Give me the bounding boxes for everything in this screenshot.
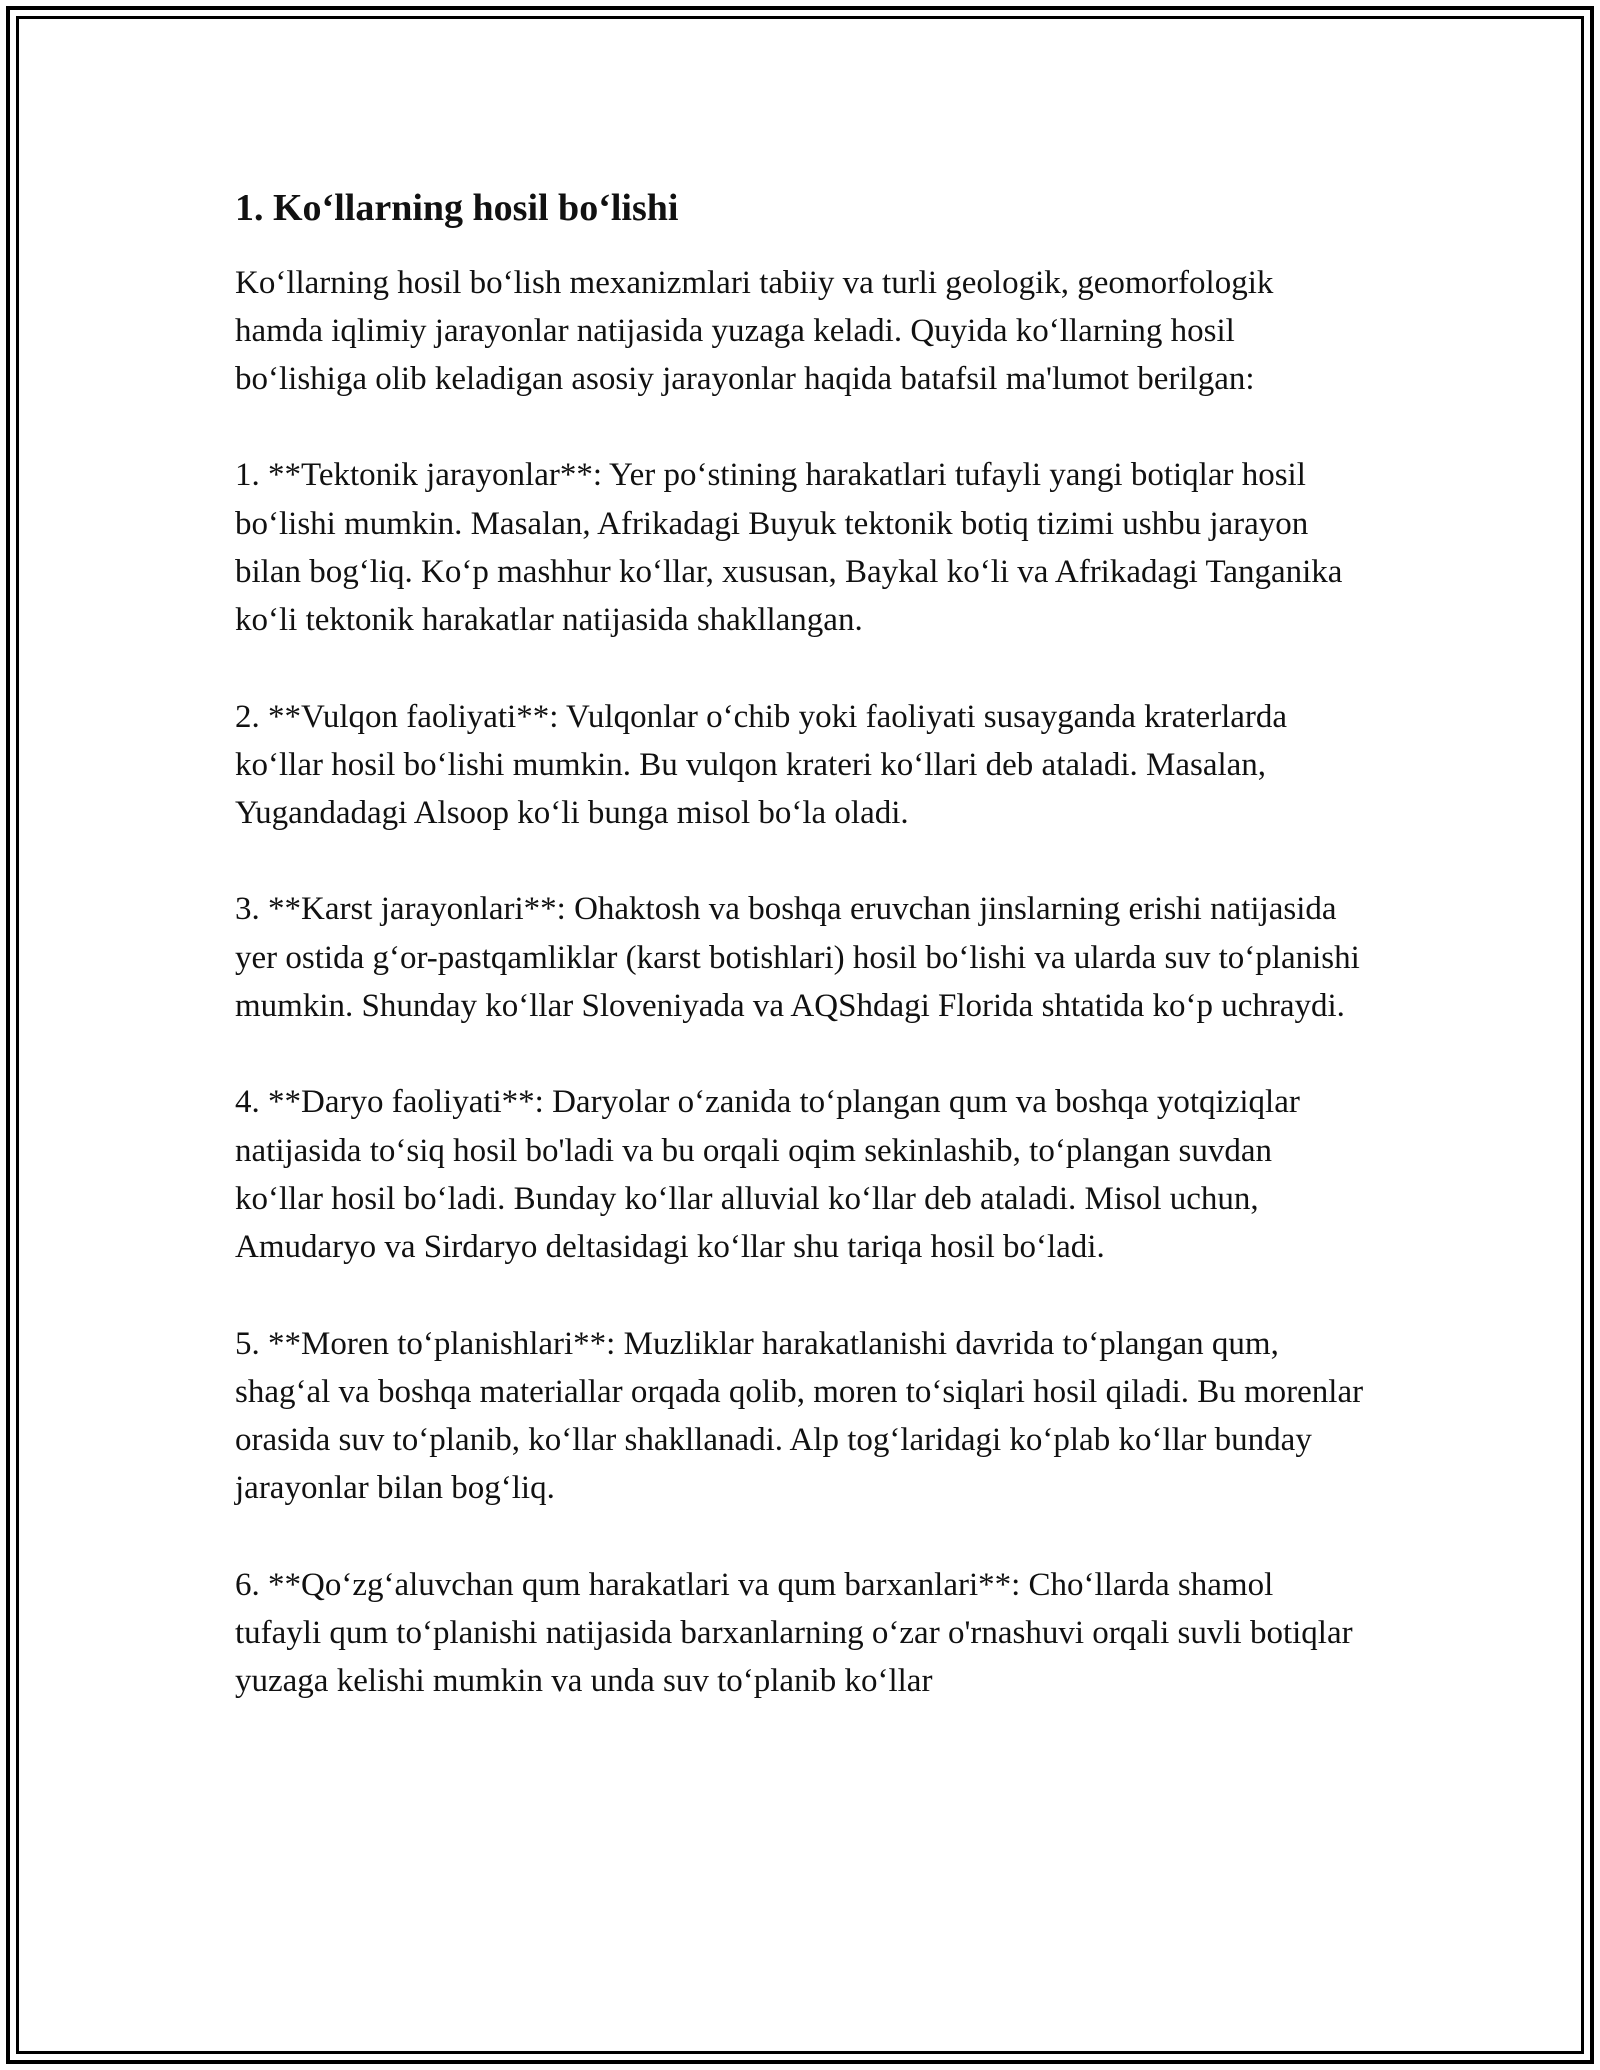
section-heading: 1. Ko‘llarning hosil bo‘lishi: [235, 187, 679, 229]
paragraph-karst: 3. **Karst jarayonlari**: Ohaktosh va boshqa eruvchan jinslarning erishi natijasida yer ostida g‘or-pastqamliklar (karst botishlari) hosil bo‘lishi va ularda suv to‘planishi mumkin. Shunday ko‘llar Sloveniyada va AQShdagi Florida shtatida ko‘p uchraydi.: [235, 891, 1360, 1025]
paragraph-volcanic: 2. **Vulqon faoliyati**: Vulqonlar o‘chib yoki faoliyati susayganda kraterlarda ko‘llar hosil bo‘lishi mumkin. Bu vulqon krateri ko‘llari deb ataladi. Masalan, Yugandadagi Alsoop ko‘li bunga misol bo‘la oladi.: [235, 698, 1288, 832]
paragraph-river: 4. **Daryo faoliyati**: Daryolar o‘zanida to‘plangan qum va boshqa yotqiziqlar natijasida to‘siq hosil bo'ladi va bu orqali oqim sekinlashib, to‘plangan suvdan ko‘llar hosil bo‘ladi. Bunday ko‘llar alluvial ko‘llar deb ataladi. Misol uchun, Amudaryo va Sirdaryo deltasidagi ko‘llar shu tariqa hosil bo‘ladi.: [235, 1084, 1300, 1266]
paragraph-moraine: 5. **Moren to‘planishlari**: Muzliklar harakatlanishi davrida to‘plangan qum, shag‘al va boshqa materiallar orqada qolib, moren to‘siqlari hosil qiladi. Bu morenlar orasida suv to‘planib, ko‘llar shakllanadi. Alp tog‘laridagi ko‘plab ko‘llar bunday jarayonlar bilan bog‘liq.: [235, 1325, 1364, 1507]
paragraph-tectonic: 1. **Tektonik jarayonlar**: Yer po‘stining harakatlari tufayli yangi botiqlar hosil bo‘lishi mumkin. Masalan, Afrikadagi Buyuk tektonik botiq tizimi ushbu jarayon bilan bog‘liq. Ko‘p mashhur ko‘llar, xususan, Baykal ko‘li va Afrikadagi Tanganika ko‘li tektonik harakatlar natijasida shakllangan.: [235, 457, 1343, 639]
document-body: [235, 185, 1365, 1754]
paragraph-sand-dunes: 6. **Qo‘zg‘aluvchan qum harakatlari va qum barxanlari**: Cho‘llarda shamol tufayli qum to‘planishi natijasida barxanlarning o‘zar o'rnashuvi orqali suvli botiqlar yuzaga kelishi mumkin va unda suv to‘planib ko‘llar: [235, 1566, 1353, 1700]
intro-paragraph: Ko‘llarning hosil bo‘lish mexanizmlari tabiiy va turli geologik, geomorfologik hamda iqlimiy jarayonlar natijasida yuzaga keladi. Quyida ko‘llarning hosil bo‘lishiga olib keladigan asosiy jarayonlar haqida batafsil ma'lumot berilgan:: [235, 264, 1274, 398]
